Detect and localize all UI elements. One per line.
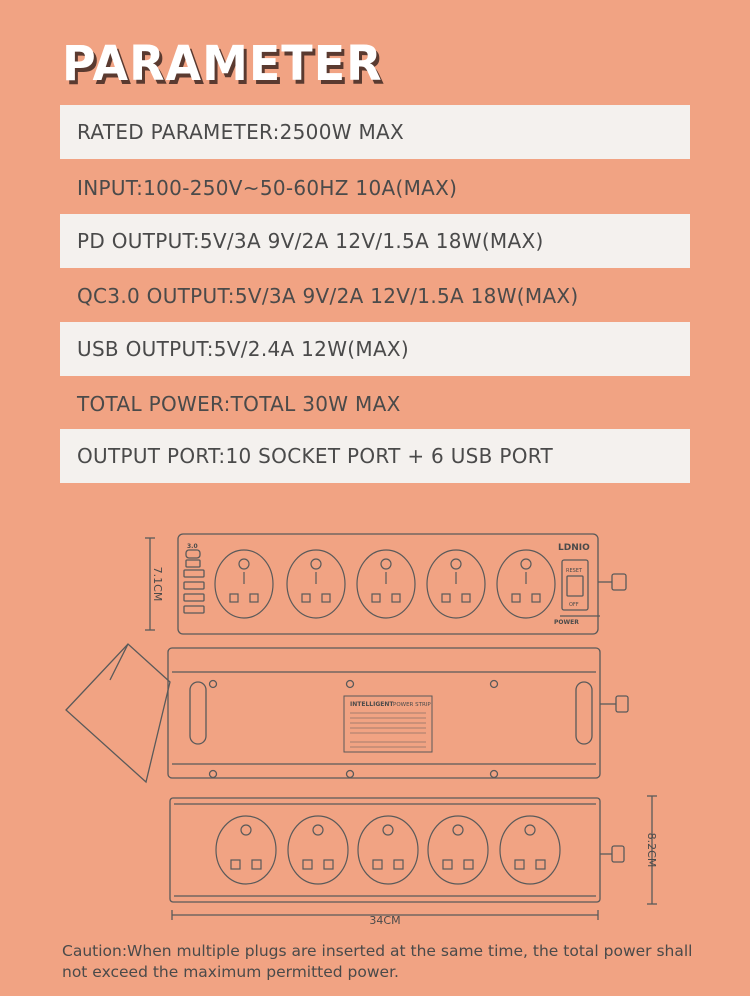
front-sockets xyxy=(215,550,555,618)
qc-label: 3.0 xyxy=(187,543,198,550)
height-side-label: 8.2CM xyxy=(645,832,658,868)
length-label: 34CM xyxy=(369,914,401,927)
socket xyxy=(358,816,418,884)
off-label: OFF xyxy=(569,602,579,608)
socket xyxy=(428,816,488,884)
socket xyxy=(215,550,273,618)
param-row-rated: RATED PARAMETER:2500W MAX xyxy=(60,105,690,159)
power-label: POWER xyxy=(554,619,579,626)
param-row-output-port: OUTPUT PORT:10 SOCKET PORT + 6 USB PORT xyxy=(60,429,690,483)
socket xyxy=(427,550,485,618)
socket xyxy=(288,816,348,884)
param-row-pd-output: PD OUTPUT:5V/3A 9V/2A 12V/1.5A 18W(MAX) xyxy=(60,214,690,268)
param-row-input: INPUT:100-250V~50-60HZ 10A(MAX) xyxy=(77,176,458,200)
bottom-front-view xyxy=(170,798,624,902)
back-view xyxy=(168,648,628,778)
side-profile xyxy=(66,644,170,782)
label-title: INTELLIGENT xyxy=(350,701,394,708)
reset-label: RESET xyxy=(566,568,583,574)
param-row-usb-output: USB OUTPUT:5V/2.4A 12W(MAX) xyxy=(60,322,690,376)
page-title: PARAMETER xyxy=(62,34,383,92)
socket xyxy=(497,550,555,618)
usb-ports xyxy=(184,550,204,613)
brand-logo: LDNIO xyxy=(558,543,590,553)
height-front-label: 7.1CM xyxy=(151,566,164,602)
label-subtitle: POWER STRIP xyxy=(393,702,431,708)
param-row-total-power: TOTAL POWER:TOTAL 30W MAX xyxy=(77,392,401,416)
socket xyxy=(357,550,415,618)
param-row-qc-output: QC3.0 OUTPUT:5V/3A 9V/2A 12V/1.5A 18W(MAX) xyxy=(77,284,579,308)
socket xyxy=(216,816,276,884)
caution-text: Caution:When multiple plugs are inserted at the same time, the total power shall not exceed the maximum permitted power. xyxy=(62,942,693,981)
socket xyxy=(500,816,560,884)
power-strip-diagram xyxy=(0,520,750,940)
socket xyxy=(287,550,345,618)
bottom-sockets xyxy=(216,816,560,884)
